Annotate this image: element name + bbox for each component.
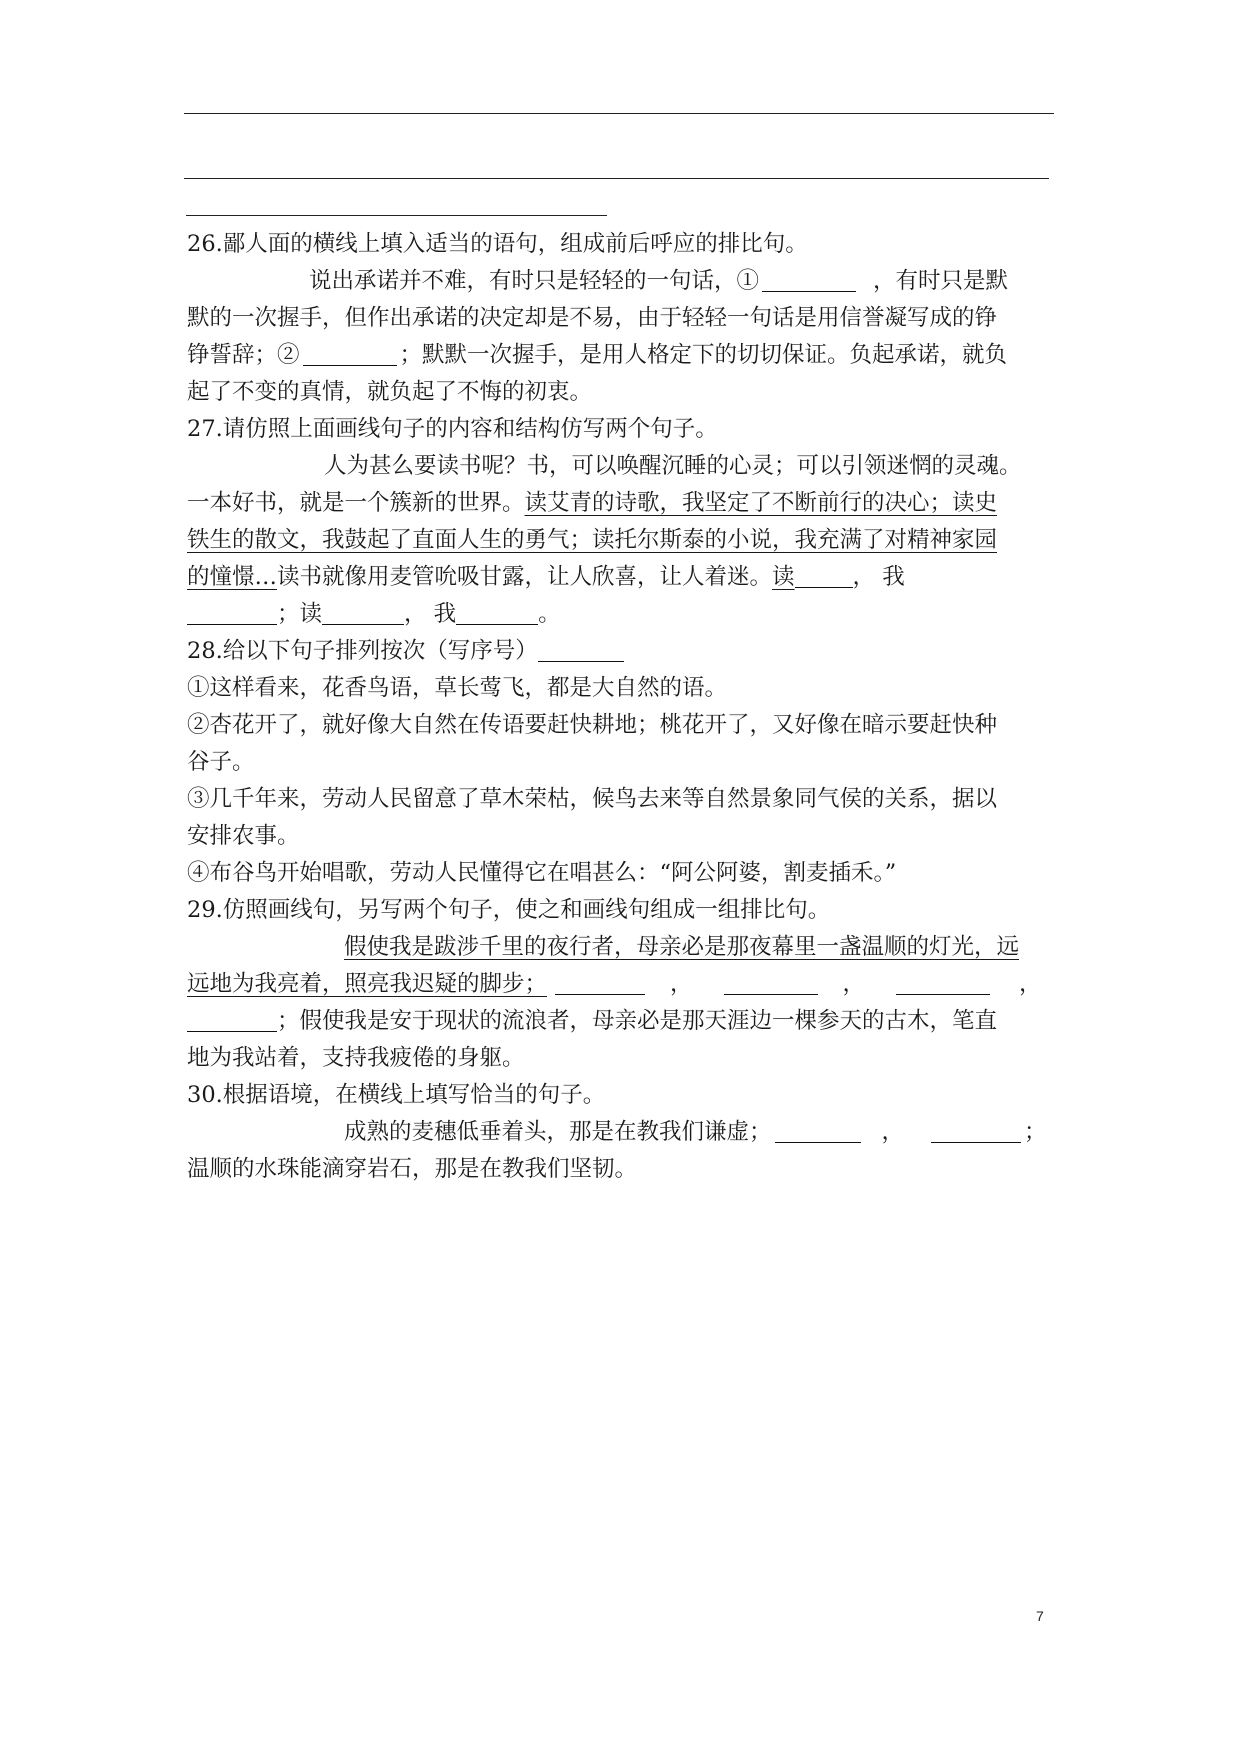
q26-line-4: 起了不变的真情，就负起了不悔的初衷。 xyxy=(187,379,593,405)
q28-title: 28.给以下句子排列按次（写序号） xyxy=(187,633,1087,670)
q30-blank-1[interactable] xyxy=(775,1118,861,1143)
q26-line-3: 铮誓辞；② ；默默一次握手，是用人格定下的切切保证。负起承诺，就负 xyxy=(187,342,1008,368)
q29-line-3: ；假使我是安于现状的流浪者，母亲必是那天涯边一棵参天的古木，笔直 xyxy=(187,1003,1087,1040)
q26-title: 26.鄙人面的横线上填入适当的语句，组成前后呼应的排比句。 xyxy=(187,231,808,257)
q29-line-2: 远地为我亮着，照亮我迟疑的脚步； ， ， ， xyxy=(187,971,1042,997)
q29-underlined-2: 远地为我亮着，照亮我迟疑的脚步； xyxy=(187,971,548,997)
q27-title: 27.请仿照上面画线句子的内容和结构仿写两个句子。 xyxy=(187,416,718,442)
q29-line-4: 地为我站着，支持我疲倦的身躯。 xyxy=(187,1045,525,1071)
q28-sentence-4: ④布谷鸟开始唱歌，劳动人民懂得它在唱甚么：“阿公阿婆，割麦插禾。” xyxy=(187,860,897,886)
q27-line-1: 人为甚么要读书呢？书，可以唤醒沉睡的心灵；可以引领迷惘的灵魂。 xyxy=(324,453,1022,479)
q28-sentence-1: ①这样看来，花香鸟语，草长莺飞，都是大自然的语。 xyxy=(187,675,728,701)
q30-title: 30.根据语境，在横线上填写恰当的句子。 xyxy=(187,1082,606,1108)
q27-underlined-3: 的憧憬… xyxy=(187,564,278,590)
q27-blank-4[interactable] xyxy=(456,600,538,625)
q30-line-2: 温顺的水珠能滴穿岩石，那是在教我们坚韧。 xyxy=(187,1156,638,1182)
q28-sentence-3: ③几千年来，劳动人民留意了草木荣枯，候鸟去来等自然景象同气侯的关系，据以 xyxy=(187,786,998,812)
q26-blank-2[interactable] xyxy=(303,341,397,366)
q27-underlined-1: 读艾青的诗歌，我坚定了不断前行的决心；读史 xyxy=(524,490,998,516)
q27-line-3 xyxy=(187,522,1087,559)
q30-blank-2[interactable] xyxy=(931,1118,1021,1143)
q29-blank-1[interactable] xyxy=(555,970,645,995)
q29-blank-2[interactable] xyxy=(724,970,818,995)
q27-line-4: 的憧憬…读书就像用麦管吮吸甘露，让人欣喜，让人着迷。读 ， 我 xyxy=(187,564,905,590)
answer-line-1 xyxy=(184,113,1054,114)
q27-read-label: 读 xyxy=(772,564,795,590)
q27-underlined-2: 铁生的散文，我鼓起了直面人生的勇气；读托尔斯泰的小说，我充满了对精神家园 xyxy=(187,527,998,553)
q29-blank-4[interactable] xyxy=(187,1007,277,1032)
q27-blank-1[interactable] xyxy=(795,563,853,588)
answer-line-2 xyxy=(184,178,1049,179)
q26-line-2: 默的一次握手，但作出承诺的决定却是不易，由于轻轻一句话是用信誉凝写成的铮 xyxy=(187,305,998,331)
q29-line-1 xyxy=(344,929,1241,966)
q29-title: 29.仿照画线句，另写两个句子，使之和画线句组成一组排比句。 xyxy=(187,897,831,923)
q28-sentence-2-cont: 谷子。 xyxy=(187,749,255,775)
q29-underlined-1: 假使我是跋涉千里的夜行者，母亲必是那夜幕里一盏温顺的灯光，远 xyxy=(344,934,1020,960)
q27-blank-3[interactable] xyxy=(322,600,404,625)
q26-blank-1[interactable] xyxy=(762,267,856,292)
q28-blank[interactable] xyxy=(538,637,624,662)
q27-line-5: ；读 ， 我 。 xyxy=(187,596,1087,633)
q27-line-2: 一本好书，就是一个簇新的世界。读艾青的诗歌，我坚定了不断前行的决心；读史 xyxy=(187,490,998,516)
q29-blank-3[interactable] xyxy=(896,970,990,995)
q27-blank-2[interactable] xyxy=(187,600,277,625)
q28-sentence-2: ②杏花开了，就好像大自然在传语要赶快耕地；桃花开了，又好像在暗示要赶快种 xyxy=(187,712,998,738)
q30-line-1: 成熟的麦穗低垂着头，那是在教我们谦虚； ， ； xyxy=(344,1119,1047,1145)
answer-line-3 xyxy=(186,215,607,216)
page-number: 7 xyxy=(1036,1608,1044,1624)
q28-sentence-3-cont: 安排农事。 xyxy=(187,823,300,849)
q26-line-1: 说出承诺并不难，有时只是轻轻的一句话，① ，有时只是默 xyxy=(309,268,1009,294)
